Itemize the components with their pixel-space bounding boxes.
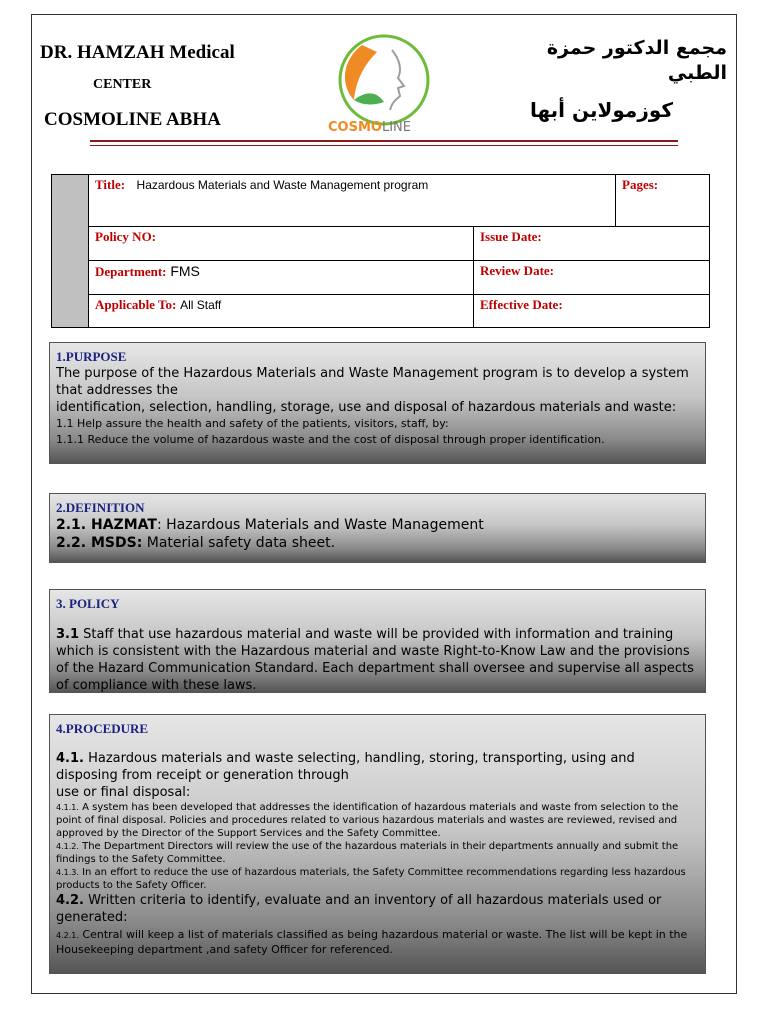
policy-title: 3. POLICY xyxy=(56,596,120,611)
issue-date-cell xyxy=(474,227,710,261)
header-rule-bottom xyxy=(90,145,678,146)
procedure-item-4-2-1: 4.2.1. Central will keep a list of materials classified as being hazardous material or waste. The list will be kept in the Housekeeping department ,and safety Officer for referenced. xyxy=(56,928,688,956)
definition-item: 2.1. HAZMAT: Hazardous Materials and Waste Management xyxy=(56,517,484,533)
document-info-table xyxy=(51,174,710,328)
purpose-item: 1.1 Help assure the health and safety of the patients, visitors, staff, by: xyxy=(56,417,449,430)
purpose-title: 1.PURPOSE xyxy=(56,349,127,364)
policy-no-label: Policy NO: xyxy=(95,229,157,244)
procedure-title: 4.PROCEDURE xyxy=(56,721,149,736)
issue-date-label: Issue Date: xyxy=(480,229,542,244)
procedure-item-4-2: 4.2. Written criteria to identify, evaluate and an inventory of all hazardous materials used or generated: xyxy=(56,893,662,925)
title-label: Title: xyxy=(95,177,126,192)
purpose-item: 1.1.1 Reduce the volume of hazardous waste and the cost of disposal through proper identification. xyxy=(56,433,605,446)
header-ar-name: مجمع الدكتور حمزة الطبي xyxy=(546,37,727,84)
title-value: Hazardous Materials and Waste Management program xyxy=(136,178,429,192)
pages-label: Pages: xyxy=(622,177,659,192)
procedure-item-4-1-2: 4.1.2. The Department Directors will review the use of the hazardous materials in their departments annually and submit the findings to the Safety Committee. xyxy=(56,841,679,865)
purpose-paragraph: The purpose of the Hazardous Materials and Waste Management program is to develop a system that addresses the xyxy=(56,366,689,398)
header-en-center: CENTER xyxy=(93,77,152,92)
department-value: FMS xyxy=(170,263,200,279)
review-date-label: Review Date: xyxy=(480,263,554,278)
procedure-item-4-1: 4.1. Hazardous materials and waste selecting, handling, storing, transporting, using and disposing from receipt or generation through xyxy=(56,751,635,783)
title-cell xyxy=(89,175,616,227)
header-en-branch: COSMOLINE ABHA xyxy=(44,109,221,130)
procedure-section xyxy=(49,714,706,974)
department-label: Department: xyxy=(95,264,167,279)
purpose-paragraph: identification, selection, handling, storage, use and disposal of hazardous materials and waste: xyxy=(56,400,677,415)
effective-date-cell xyxy=(474,295,710,328)
review-date-cell xyxy=(474,261,710,295)
header-rule-top xyxy=(90,140,678,142)
header-ar-branch: كوزمولاين أبها xyxy=(529,98,673,122)
purpose-section xyxy=(49,342,706,464)
applicable-label: Applicable To: xyxy=(95,297,177,312)
policy-paragraph: 3.1 Staff that use hazardous material and waste will be provided with information and training which is consistent with the Hazardous material and waste Right-to-Know Law and the provisions of the Hazard Communication Standard. Each department shall oversee and supervise all aspects of compliance with these laws. xyxy=(56,627,694,693)
procedure-item-4-1-3: 4.1.3. In an effort to reduce the use of hazardous materials, the Safety Committee recommendations regarding less hazardous products to the Safety Officer. xyxy=(56,867,686,891)
header-en-name: DR. HAMZAH Medical xyxy=(40,42,235,63)
applicable-cell xyxy=(89,295,474,328)
effective-date-label: Effective Date: xyxy=(480,297,563,312)
definition-section xyxy=(49,493,706,563)
pages-cell xyxy=(616,175,710,227)
procedure-item-4-1-cont: use or final disposal: xyxy=(56,785,191,800)
info-sidebar xyxy=(52,175,89,327)
logo-text: COSMOLINE xyxy=(328,120,411,135)
definition-item: 2.2. MSDS: Material safety data sheet. xyxy=(56,535,336,551)
applicable-value: All Staff xyxy=(180,298,222,312)
policy-section xyxy=(49,589,706,693)
definition-title: 2.DEFINITION xyxy=(56,500,145,515)
cosmoline-logo xyxy=(322,30,442,142)
policy-no-cell xyxy=(89,227,474,261)
department-cell xyxy=(89,261,474,295)
procedure-item-4-1-1: 4.1.1. A system has been developed that addresses the identification of hazardous materials and waste from selection to the point of final disposal. Policies and procedures related to various hazardous materials and wastes are reviewed, revised and approved by the Director of the Support Services and the Safety Committee. xyxy=(56,802,679,839)
